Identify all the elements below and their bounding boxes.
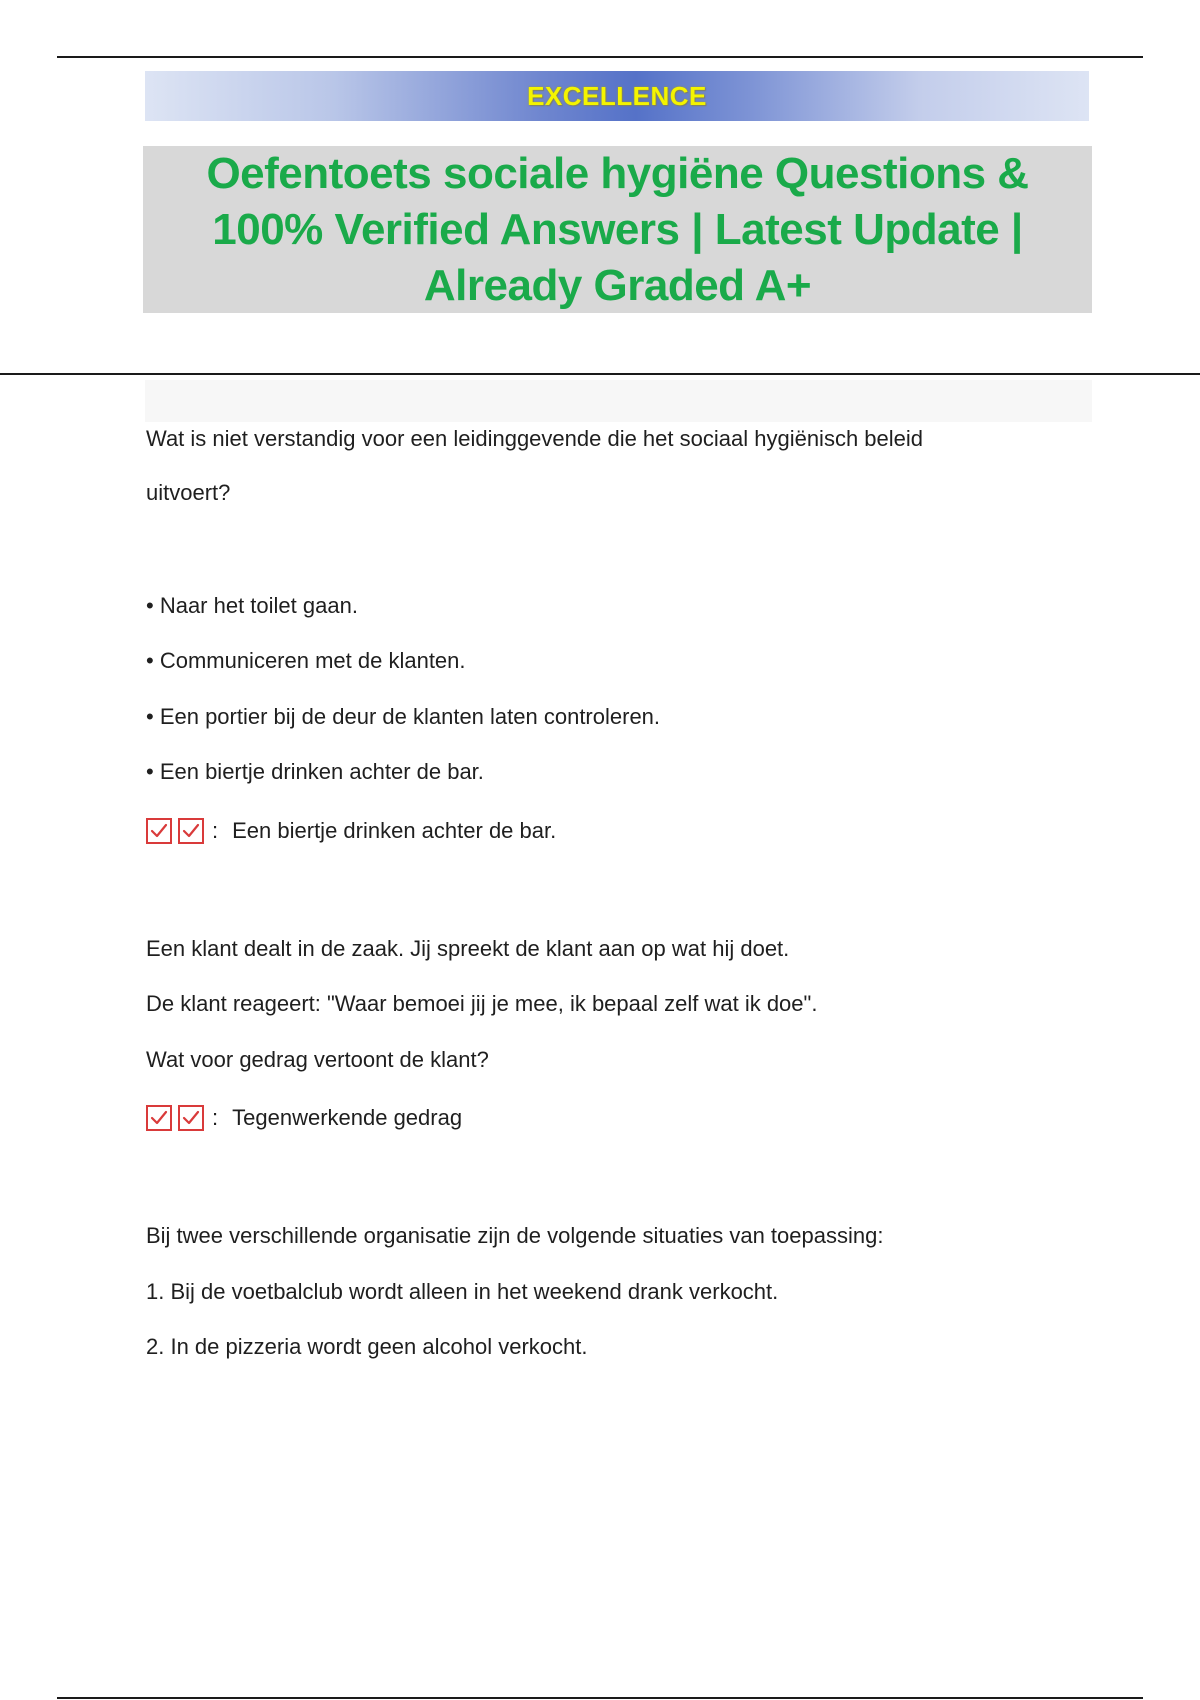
question-1-text-line-1: Wat is niet verstandig voor een leidinggevende die het sociaal hygiënisch beleid: [146, 426, 924, 451]
question-2-line-1: Een klant dealt in de zaak. Jij spreekt de klant aan op wat hij doet.: [146, 936, 790, 961]
excellence-banner: [145, 71, 1089, 121]
question-1-option-1: • Naar het toilet gaan.: [146, 593, 358, 618]
answer-separator: :: [212, 818, 219, 843]
bottom-rule: [57, 1697, 1143, 1699]
answer-separator: :: [212, 1105, 219, 1130]
question-2-line-3: Wat voor gedrag vertoont de klant?: [146, 1047, 489, 1072]
header-shade: [145, 380, 1092, 422]
question-1-text-line-2: uitvoert?: [146, 480, 231, 505]
question-1-option-3: • Een portier bij de deur de klanten laten controleren.: [146, 704, 661, 729]
question-2-answer: [146, 1104, 462, 1132]
question-2-line-2: De klant reageert: "Waar bemoei jij je mee, ik bepaal zelf wat ik doe".: [146, 991, 818, 1016]
checkbox-checked-icon: [146, 818, 172, 844]
banner-text: EXCELLENCE: [527, 80, 707, 111]
document-title: Oefentoets sociale hygiëne Questions & 100% Verified Answers | Latest Update | Already Graded A+: [206, 148, 1029, 310]
top-rule: [57, 56, 1143, 58]
checkbox-checked-icon: [146, 1105, 172, 1131]
question-3-line-1: Bij twee verschillende organisatie zijn de volgende situaties van toepassing:: [146, 1223, 884, 1248]
question-1-option-4: • Een biertje drinken achter de bar.: [146, 759, 484, 784]
answer-text: Tegenwerkende gedrag: [232, 1105, 463, 1130]
checkbox-checked-icon: [178, 818, 204, 844]
question-3-line-3: 2. In de pizzeria wordt geen alcohol verkocht.: [146, 1334, 588, 1359]
title-box: [143, 146, 1092, 313]
section-rule: [0, 373, 1200, 375]
question-1-answer: [146, 817, 556, 845]
checkbox-checked-icon: [178, 1105, 204, 1131]
question-1-option-2: • Communiceren met de klanten.: [146, 648, 466, 673]
question-3-line-2: 1. Bij de voetbalclub wordt alleen in het weekend drank verkocht.: [146, 1279, 779, 1304]
answer-text: Een biertje drinken achter de bar.: [232, 818, 557, 843]
